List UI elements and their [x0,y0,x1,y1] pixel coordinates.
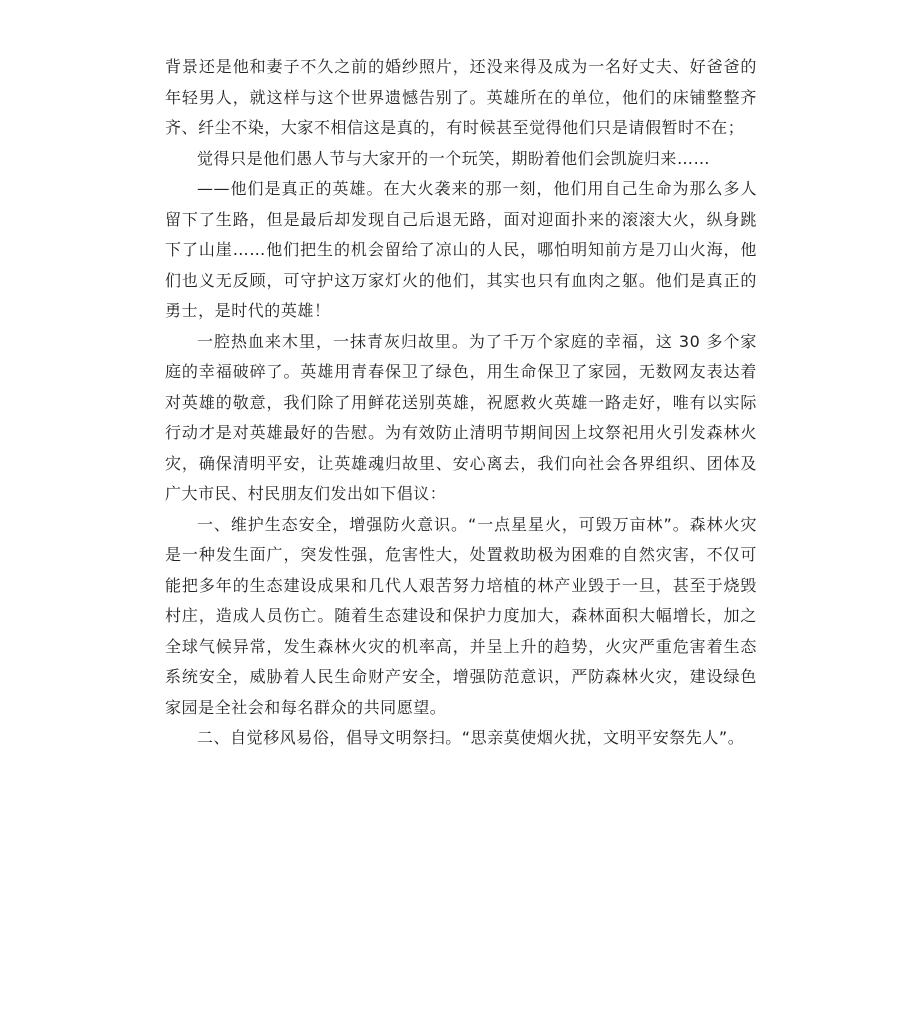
document-body [165,52,757,754]
paragraph-6: 二、自觉移风易俗，倡导文明祭扫。“思亲莫使烟火扰，文明平安祭先人”。 [197,728,745,747]
paragraph-3: ——他们是真正的英雄。在大火袭来的那一刻，他们用自己生命为那么多人留下了生路，但是最后却发现自己后退无路，面对迎面扑来的滚滚大火，纵身跳下了山崖……他们把生的机会留给了凉山的人民，哪怕明知前方是刀山火海，他们也义无反顾，可守护这万家灯火的他们，其实也只有血肉之躯。他们是真正的勇士，是时代的英雄！ [165,179,757,320]
paragraph-2: 觉得只是他们愚人节与大家开的一个玩笑，期盼着他们会凯旋归来…… [197,148,711,168]
paragraph-4: 一腔热血来木里，一抹青灰归故里。为了千万个家庭的幸福，这 30 多个家庭的幸福破碎了。英雄用青春保卫了绿色，用生命保卫了家园，无数网友表达着对英雄的敬意，我们除了用鲜花送别英雄，祝愿救火英雄一路走好，唯有以实际行动才是对英雄最好的告慰。为有效防止清明节期间因上坟祭祀用火引发森林火灾，确保清明平安，让英雄魂归故里、安心离去，我们向社会各界组织、团体及广大市民、村民朋友们发出如下倡议： [165,331,757,503]
paragraph-5: 一、维护生态安全，增强防火意识。“一点星星火，可毁万亩林”。森林火灾是一种发生面广，突发性强，危害性大，处置救助极为困难的自然灾害，不仅可能把多年的生态建设成果和几代人艰苦努力培植的林产业毁于一旦，甚至于烧毁村庄，造成人员伤亡。随着生态建设和保护力度加大，森林面积大幅增长，加之全球气候异常，发生森林火灾的机率高，并呈上升的趋势，火灾严重危害着生态系统安全，威胁着人民生命财产安全，增强防范意识，严防森林火灾，建设绿色家园是全社会和每名群众的共同愿望。 [165,514,757,717]
paragraph-1: 背景还是他和妻子不久之前的婚纱照片，还没来得及成为一名好丈夫、好爸爸的年轻男人，就这样与这个世界遗憾告别了。英雄所在的单位，他们的床铺整整齐齐、纤尘不染，大家不相信这是真的，有时候甚至觉得他们只是请假暂时不在； [165,57,757,137]
